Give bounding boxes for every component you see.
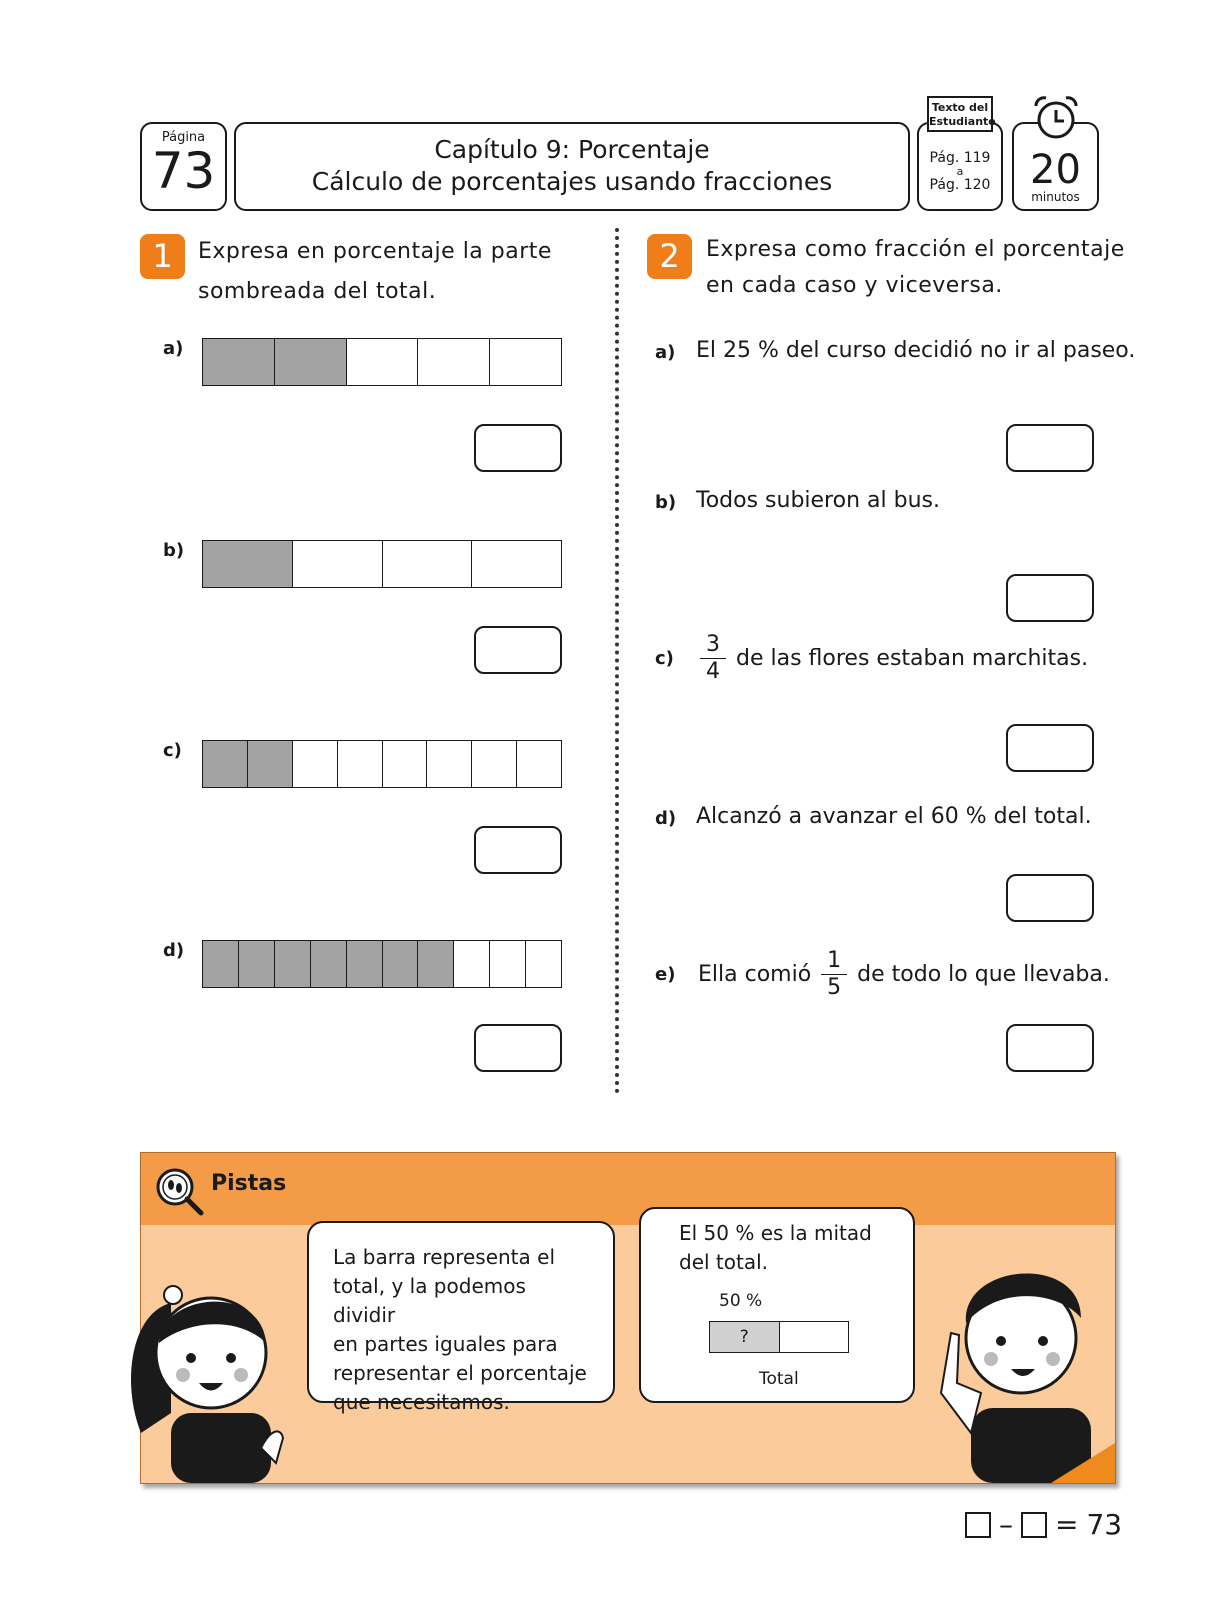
title-box — [234, 122, 910, 211]
bubble-line: en partes iguales para — [333, 1332, 558, 1356]
bubble-line: representar el porcentaje — [333, 1361, 587, 1385]
empty-segment — [383, 541, 473, 587]
fraction-numerator: 3 — [706, 632, 720, 657]
fraction-bar-a — [202, 338, 562, 386]
bubble-line: La barra representa el — [333, 1245, 556, 1269]
empty-segment — [383, 741, 428, 787]
empty-segment — [293, 741, 338, 787]
speech-bubble-boy — [639, 1207, 915, 1403]
chapter-title: Capítulo 9: Porcentaje — [434, 135, 710, 164]
empty-segment — [490, 941, 526, 987]
fraction-denominator: 4 — [706, 659, 720, 684]
question-e — [698, 948, 1110, 1001]
ref-to: Pág. 120 — [929, 177, 991, 193]
answer-box-1d[interactable] — [474, 1024, 562, 1072]
item-label: b) — [163, 540, 185, 561]
percent-diagram — [679, 1277, 875, 1387]
time-value: 20 — [1030, 147, 1081, 193]
fraction-bar-c — [202, 740, 562, 788]
page-footer-equation — [965, 1508, 1122, 1541]
fraction-numerator: 1 — [827, 948, 842, 973]
minus-sign: – — [999, 1508, 1013, 1541]
shaded-segment — [203, 541, 293, 587]
blank-square — [965, 1512, 991, 1538]
time-unit: minutos — [1031, 190, 1080, 204]
empty-segment — [517, 741, 561, 787]
diagram-cell-unknown: ? — [710, 1322, 780, 1352]
empty-segment — [418, 339, 490, 385]
instruction-line: Expresa en porcentaje la parte — [198, 239, 552, 264]
shaded-segment — [248, 741, 293, 787]
shaded-segment — [383, 941, 419, 987]
fraction-1-5 — [821, 948, 847, 1001]
exercise-1-badge: 1 — [140, 234, 185, 279]
shaded-segment — [275, 339, 347, 385]
empty-segment — [526, 941, 561, 987]
fraction-bar-d — [202, 940, 562, 988]
item-label: c) — [163, 740, 182, 761]
answer-box-2b[interactable] — [1006, 574, 1094, 622]
alarm-clock-icon — [1032, 94, 1080, 142]
shaded-segment — [203, 941, 239, 987]
shaded-segment — [275, 941, 311, 987]
question-d-text: Alcanzó a avanzar el 60 % del total. — [696, 804, 1092, 829]
shaded-segment — [203, 741, 248, 787]
bubble-line: que necesitamos. — [333, 1390, 510, 1414]
book-icon — [927, 96, 996, 132]
magnifier-footprint-icon — [151, 1163, 207, 1219]
shaded-segment — [203, 339, 275, 385]
fraction-bar-b — [202, 540, 562, 588]
question-e-before: Ella comió — [698, 962, 812, 987]
answer-box-2a[interactable] — [1006, 424, 1094, 472]
page-number: 73 — [151, 142, 216, 200]
exercise-2-instruction — [706, 232, 1125, 304]
column-divider — [615, 228, 619, 1094]
shaded-segment — [418, 941, 454, 987]
answer-box-2c[interactable] — [1006, 724, 1094, 772]
answer-box-2e[interactable] — [1006, 1024, 1094, 1072]
lesson-subtitle: Cálculo de porcentajes usando fracciones — [311, 167, 833, 196]
hints-header — [141, 1153, 1115, 1225]
fraction-denominator: 5 — [827, 975, 842, 1000]
diagram-bottom-label: Total — [759, 1369, 799, 1389]
speech-bubble-girl — [307, 1221, 615, 1414]
fraction-3-4 — [700, 632, 726, 685]
page-fold-corner — [1051, 1443, 1115, 1483]
question-c-text: de las flores estaban marchitas. — [736, 646, 1089, 671]
shaded-segment — [311, 941, 347, 987]
hints-title: Pistas — [211, 1171, 287, 1196]
exercise-1-instruction — [198, 232, 552, 312]
answer-box-1a[interactable] — [474, 424, 562, 472]
instruction-line: Expresa como fracción el porcentaje — [706, 237, 1125, 262]
girl-character-illustration — [111, 1233, 301, 1483]
item-label: d) — [163, 940, 185, 961]
ref-from: Pág. 119 — [929, 150, 991, 166]
empty-segment — [293, 541, 383, 587]
ref-a: a — [956, 165, 964, 178]
bubble-line: del total. — [679, 1250, 769, 1274]
empty-segment — [427, 741, 472, 787]
book-tag-text: Texto del Estudiante — [929, 101, 996, 128]
item-label: a) — [655, 342, 676, 363]
exercise-2-badge: 2 — [647, 234, 692, 279]
question-e-after: de todo lo que llevaba. — [857, 962, 1110, 987]
shaded-segment — [347, 941, 383, 987]
empty-segment — [347, 339, 419, 385]
empty-segment — [338, 741, 383, 787]
textbook-reference — [917, 122, 1003, 211]
footer-page-number: 73 — [1086, 1508, 1123, 1541]
item-label: b) — [655, 492, 677, 513]
diagram-bar — [709, 1321, 849, 1353]
empty-segment — [472, 741, 517, 787]
hints-panel — [140, 1152, 1116, 1484]
answer-box-1b[interactable] — [474, 626, 562, 674]
item-label: e) — [655, 964, 676, 985]
equals-sign: = — [1055, 1508, 1079, 1541]
empty-segment — [472, 541, 561, 587]
bubble-line: El 50 % es la mitad — [679, 1221, 872, 1245]
answer-box-1c[interactable] — [474, 826, 562, 874]
question-c — [690, 632, 1088, 685]
item-label: d) — [655, 808, 677, 829]
instruction-line: sombreada del total. — [198, 279, 437, 304]
item-label: a) — [163, 338, 184, 359]
shaded-segment — [239, 941, 275, 987]
bubble-line: total, y la podemos dividir — [333, 1274, 526, 1327]
page-number-box — [140, 122, 227, 211]
blank-square — [1021, 1512, 1047, 1538]
diagram-cell-empty — [780, 1322, 849, 1352]
question-b-text: Todos subieron al bus. — [696, 488, 940, 513]
instruction-line: en cada caso y viceversa. — [706, 273, 1003, 298]
question-a-text: El 25 % del curso decidió no ir al paseo. — [696, 338, 1136, 363]
empty-segment — [454, 941, 490, 987]
page-label: Página — [161, 130, 206, 145]
item-label: c) — [655, 648, 674, 669]
answer-box-2d[interactable] — [1006, 874, 1094, 922]
empty-segment — [490, 339, 561, 385]
diagram-top-label: 50 % — [719, 1291, 763, 1311]
